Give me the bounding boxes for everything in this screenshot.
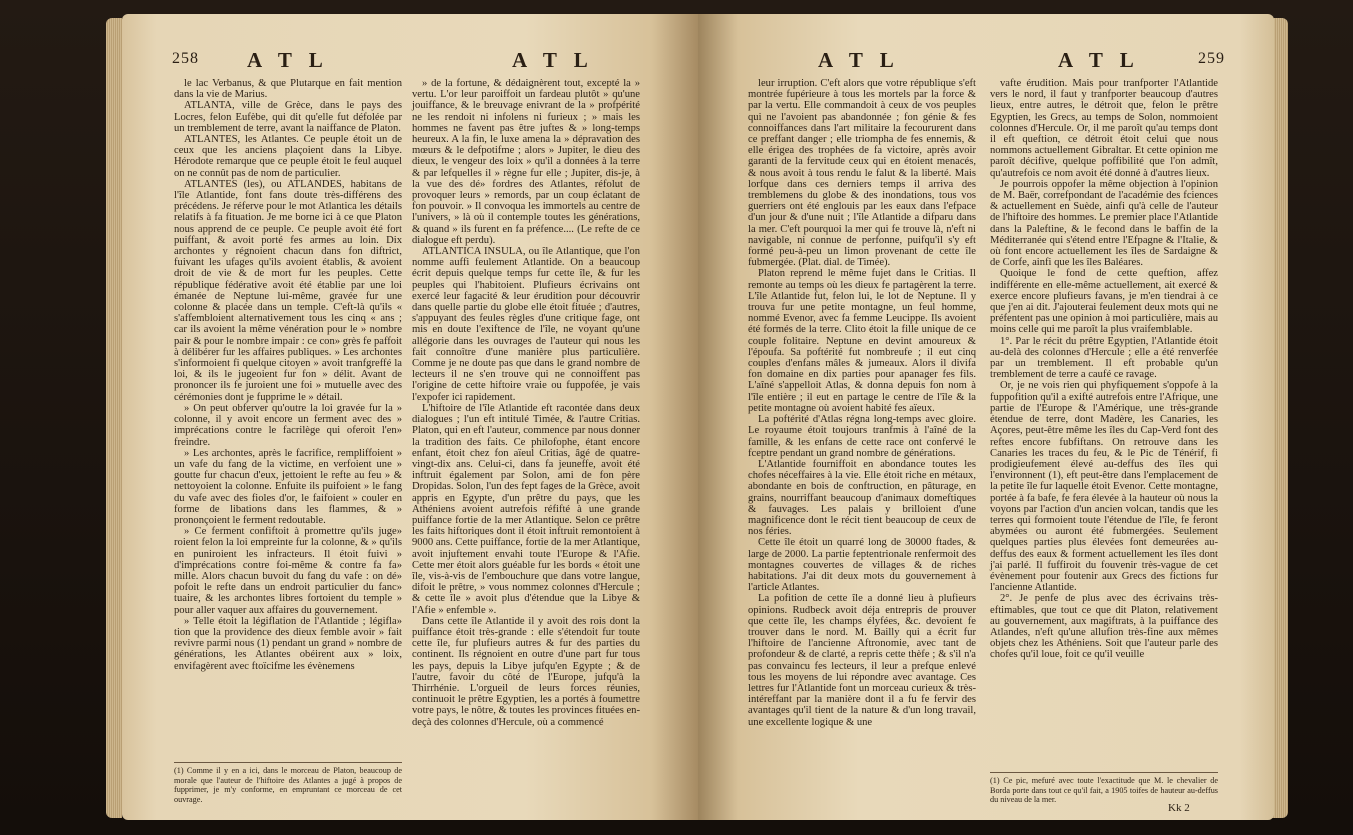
paragraph: Quoique le fond de cette queftion, affez indifférente en elle-même actuellement, ait exercé & exerce encore plufieurs favans, je m'en tiendrai à ce que j'en ai dit. J'ajouterai feulement deux mots qui ne préfentent pas une opinion à moi particulière, mais au moins celle qui me paroît la plus vraifemblable. [990, 268, 1218, 336]
right-page-number: 259 [1198, 50, 1225, 67]
paragraph: L'Atlantide fourniffoit en abondance toutes les chofes néceffaires à la vie. Elle étoit riche en métaux, abondante en bois de conftruction, en pâturage, en grains, nourriffant beaucoup d'animaux domeftiques & fauvages. Les palais y brilloient d'une magnificence dont le récit tient beaucoup de ceux de nos féries. [748, 458, 976, 538]
paragraph: » Les archontes, après le facrifice, rempliffoient » un vafe du fang de la victime, en verfoient une » goutte fur chacun d'eux, jettoient le refte au feu » & nettoyoient la colonne. Enfuite ils puifoient » le fang du vafe avec des fioles d'or, le faifoient » couler en forme de libations dans les flammes, & » prononçoient le ferment redoutable. [174, 447, 402, 526]
right-running-head [698, 48, 1274, 78]
paragraph: ATLANTES, les Atlantes. Ce peuple étoit un de ceux que les anciens plaçoient dans la Libye. Hérodote remarque que ce peuple étoit le feul auquel on ne connût pas de nom de particulier. [174, 134, 402, 179]
left-running-head [122, 48, 698, 78]
signature-mark: Kk 2 [1168, 802, 1190, 814]
paragraph: vafte érudition. Mais pour tranfporter l'Atlantide vers le nord, il faut y tranfporter beaucoup d'autres lieux, entre autres, le détroit que, felon le prêtre Egyptien, les Grecs, au temps de Solon, nommoient colonnes d'Hercule. Or, il me paroît qu'au temps dont il eft queftion, ce détroit étoit celui que nous nommons actuellement Gibraltar. Et cette opinion me paroît décifive, quelque poffibilité que l'on admît, qu'autrefois ce nom avoit été donné à d'autres lieux. [990, 78, 1218, 179]
paragraph: Platon reprend le même fujet dans le Critias. Il remonte au temps où les dieux fe partagèrent la terre. L'île Atlantide fut, felon lui, le lot de Neptune. Il y trouva fur une petite montagne, un feul homme, nommé Evenor, avec fa femme Leucippe. Ils avoient été formés de la terre. Clito étoit la fille unique de ce couple folitaire. Neptune en devint amoureux & l'époufa. Sa poftérité fut nombreufe ; il eut cinq couples d'enfans mâles & jumeaux. Alors il divifa fon domaine en dix parties pour apanager fes fils. L'aîné s'appelloit Atlas, & donna depuis fon nom à l'île entière ; il eut en partage le centre de l'île & la petite montagne où avoient habité fes aïeux. [748, 268, 976, 414]
paragraph: 2°. Je penfe de plus avec des écrivains très-eftimables, que tout ce que dit Platon, relativement au gouvernement, aux magiftrats, à la puiffance des Atlandes, n'eft qu'une allufion très-fine aux mêmes objets chez les Athéniens. Soit que l'auteur parle des chofes qu'il loue, foit ce qu'il veuille [990, 593, 1218, 661]
paragraph: Dans cette île Atlantide il y avoit des rois dont la puiffance étoit très-grande : elle s'étendoit fur toute cette île, fur plufieurs autres & fur des parties du continent. Ils régnoient en outre d'une part fur tous les pays, depuis la Libye jufqu'en Egypte ; & de l'autre, favoir du côté de l'Europe, jufqu'à la Thirrhénie. L'orgueil de leurs forces réunies, continuoit le prêtre Egyptien, les a portés à foumettre votre pays, le nôtre, & toutes les provinces fituées en-deçà des colonnes d'Hercule, où a commencé [412, 615, 640, 728]
right-page-column-1 [748, 78, 976, 728]
paragraph: La poftérité d'Atlas régna long-temps avec gloire. Le royaume étoit toujours tranfmis à l'aîné de la famille, & les enfans de cette race ont confervé le fceptre pendant un grand nombre de générations. [748, 414, 976, 459]
right-footnote: (1) Ce pic, mefuré avec toute l'exactitude que M. le chevalier de Borda porte dans tout ce qu'il fait, a 1905 toifes de hauteur au-deffus du niveau de la mer. [990, 772, 1218, 805]
paragraph: La pofition de cette île a donné lieu à plufieurs opinions. Rudbeck avoit déja entrepris de prouver que cette île, les champs élyfées, &c. devoient fe trouver dans le nord. M. Bailly qui a écrit fur l'hiftoire de l'ancienne Aftronomie, avec tant de profondeur & de clarté, a repris cette thèfe ; & s'il n'a pas convaincu fes lecteurs, il leur a prefque enlevé tous les moyens de lui répondre avec avantage. Ces lettres fur l'Atlantide font un morceau curieux & très-intéreffant par la manière dont il a fu fe fervir des avantages qu'il tient de la nature & d'un long travail, une excellente logique & une [748, 593, 976, 728]
page-edges-right [1272, 18, 1288, 818]
right-headword-col1: A T L [818, 48, 900, 72]
right-page-column-2 [990, 78, 1218, 661]
paragraph: Cette île étoit un quarré long de 30000 ftades, & large de 2000. La partie feptentrionale renfermoit des montagnes couvertes de villages & de riches habitations. J'ai dit deux mots du gouvernement à l'article Atlantes. [748, 537, 976, 594]
right-page [698, 14, 1274, 820]
paragraph: Or, je ne vois rien qui phyfiquement s'oppofe à la fuppofition qu'il a exifté autrefois entre l'Afrique, une partie de l'Europe & l'Amérique, une très-grande étendue de terre, dont Madère, les Canaries, les Açores, peut-être même les îles du Cap-Verd font des reftes encore fubfiftans. On retrouve dans les Canaries les traces du feu, & le Pic de Ténérif, fi prodigieufement élevé au-deffus des îles qui l'environnent (1), eft peut-être dans l'emplacement de la petite île fur laquelle étoit Evenor. Cette montagne, portée à fa bafe, fe fera élevée à la hauteur où nous la voyons par l'action d'un ancien volcan, tandis que les terres qui formoient toute l'étendue de l'île, fe feront abymées ou auront été fubmergées. Seulement quelques parties plus élevées font demeurées au-deffus des eaux & forment actuellement les îles dont j'ai parlé. Il fuffiroit du fouvenir très-vague de cet évènement pour foutenir aux Grecs des fictions fur l'ancienne Atlantide. [990, 380, 1218, 594]
left-page-column-1 [174, 78, 402, 672]
paragraph: » Telle étoit la légiflation de l'Atlantide ; légifla» tion que la providence des dieux femble avoir » fait revivre parmi nous (1) pendant un grand » nombre de générations, les Atlantes obéirent aux » loix, envifagèrent avec ftoïcifme les évènemens [174, 615, 402, 672]
paragraph: ATLANTES (les), ou ATLANDES, habitans de l'île Atlantide, font fans doute très-différens des précédens. Je réferve pour le mot Atlantica les détails relatifs à fa fituation. Je me borne ici à ce que Platon nous apprend de ce peuple. Ce peuple avoit été fort puiffant, & avoit porté fes armes au loin. Dix archontes y régnoient chacun dans fon diftrict, fuivant les ufages qu'ils avoient établis, & avoient droit de vie & de mort fur les peuples. Cette république fédérative avoit été établie par une loi émanée de Neptune lui-même, gravée fur une colonne & placée dans un temple. C'eft-là qu'ils « s'affembloient alternativement tous les cinq « ans ; car ils avoient la même vénération pour le » nombre pair & pour le nombre impair : ce con» grès fe paffoit à délibérer fur les affaires publiques. » Les archontes s'informoient fi quelque citoyen » avoit tranfgreffé la loi, & ils le jugeoient fur fon » délit. Avant de prononcer ils fe juroient une foi » mutuelle avec des cérémonies dont je fupprime le » détail. [174, 178, 402, 403]
left-headword-col1: A T L [247, 48, 329, 72]
left-page-number: 258 [172, 50, 199, 67]
paragraph: le lac Verbanus, & que Plutarque en fait mention dans la vie de Marius. [174, 78, 402, 101]
paragraph: leur irruption. C'eft alors que votre république s'eft montrée fupérieure à tous les mortels par la force & par la vertu. Elle commandoit à ceux de vos peuples qui ne l'avoient pas abandonnée ; fon génie & fes connoiffances dans l'art militaire la fecoururent dans ce preffant danger ; elle triompha de fes ennemis, & elle érigea des trophées de fa victoire, après avoir garanti de la fervitude ceux qui en étoient menacés, & nous avoit à tous rendu le falut & la liberté. Mais lorfque dans ces derniers temps il arriva des tremblemens du globe & des inondations, tous vos guerriers ont été englouis par les eaux dans l'efpace d'un jour & d'une nuit ; l'île Atlantide a difparu dans la mer. C'eft pourquoi la mer qui fe trouve là, n'eft ni navigable, ni connue de perfonne, puifqu'il s'y eft formé peu-à-peu un limon provenant de cette île fubmergée. (Plat. dial. de Timée). [748, 78, 976, 269]
left-page [122, 14, 698, 820]
paragraph: L'hiftoire de l'île Atlantide eft racontée dans deux dialogues ; l'un eft intitulé Timée, & l'autre Critias. Platon, qui en eft l'auteur, commence par nous donner la tradition des faits. Ce philofophe, étant encore enfant, étoit chez fon aïeul Critias, âgé de quatre-vingt-dix ans. Celui-ci, dans fa jeuneffe, avoit été inftruit également par Solon, ami de fon père Dropidas. Solon, l'un des fept fages de la Grèce, avoit appris en Egypte, d'un prêtre du pays, que les Athéniens avoient autrefois réfifté à une grande puiffance fortie de la mer Atlantique. Selon ce prêtre les faits hiftoriques dont il étoit inftruit remontoient à 9000 ans. Cette puiffance, fortie de la mer Atlantique, avoit injuftement envahi toute l'Europe & l'Afie. Cette mer étoit alors guéable fur les bords « étoit une île, vis-à-vis de l'embouchure que dans votre langue, difoit le prêtre, » vous nommez colonnes d'Hercule ; & cette île » avoit plus d'étendue que la Libye & l'Afie » enfemble ». [412, 402, 641, 616]
paragraph: Je pourrois oppofer la même objection à l'opinion de M. Baër, correfpondant de l'académie des fciences & actuellement en Suède, ainfi qu'à celle de l'auteur de l'hiftoire des hommes. Le premier place l'Atlantide dans la Paleftine, & le fecond dans le baffin de la Méditerranée qui s'étend entre l'Efpagne & l'Italie, & où font encore actuellement les îles de Sardaigne & de Corfe, ainfi que les îles Baléares. [990, 178, 1218, 269]
page-edges-left [106, 18, 122, 818]
paragraph: ATLANTICA INSULA, ou île Atlantique, que l'on nomme auffi feulement Atlantide. On a beaucoup écrit depuis quelque temps fur cette île, & fur les peuples qui l'habitoient. Plufieurs écrivains ont exercé leur fagacité & leur érudition pour découvrir dans quelle partie du globe elle étoit fituée ; d'autres, s'appuyant des feules règles d'une critique fage, ont mis en doute l'exiftence de l'île, ne voyant qu'une allégorie dans les ouvrages de l'auteur qui nous les fait connoître d'une manière plus particulière. Comme je ne doute pas que dans le grand nombre de lecteurs il ne s'en trouve qui ne connoiffent pas l'origine de cette hiftoire vraie ou fuppofée, je vais l'expofer ici rapidement. [412, 246, 640, 403]
left-footnote: (1) Comme il y en a ici, dans le morceau de Platon, beaucoup de morale que l'auteur de l'hiftoire des Atlantes a jugé à propos de fupprimer, je m'y conforme, en empruntant ce morceau de cet ouvrage. [174, 762, 402, 804]
paragraph: 1°. Par le récit du prêtre Egyptien, l'Atlantide étoit au-delà des colonnes d'Hercule ; elle a été renverfée par un tremblement. Il eft probable qu'un tremblement de terre a caufé ce ravage. [990, 335, 1218, 381]
left-headword-col2: A T L [512, 48, 594, 72]
paragraph: » Ce ferment confiftoit à promettre qu'ils juge» roient felon la loi empreinte fur la colonne, & » qu'ils en puniroient les infracteurs. Il étoit fuivi » d'imprécations contre foi-même & contre fa fa» mille. Alors chacun buvoit du fang du vafe : on dé» pofoit le refte dans un endroit particulier du fanc» tuaire, & les archontes libres fortoient du temple » pour aller vaquer aux affaires du gouvernement. [174, 526, 402, 616]
paragraph: » On peut obferver qu'outre la loi gravée fur la » colonne, il y avoit encore un ferment avec des » imprécations contre le facrilège qui oferoit l'en» freindre. [174, 402, 402, 448]
book-spread [122, 14, 1274, 820]
paragraph: ATLANTA, ville de Grèce, dans le pays des Locres, felon Eufèbe, qui dit qu'elle fut défolée par un tremblement de terre, avant la naiffance de Platon. [174, 100, 402, 134]
right-headword-col2: A T L [1058, 48, 1140, 72]
paragraph: » de la fortune, & dédaignèrent tout, excepté la » vertu. L'or leur paroiffoit un fardeau plutôt » qu'une jouiffance, & le breuvage enivrant de la » profpérité ne les rendoit ni infolens ni furieux ; » mais les hommes ne favent pas être juftes & » long-temps heureux. A la fin, le luxe amena la » dépravation des mœurs & le defpotifme ; alors » Jupiter, le dieu des dieux, le vengeur des loix » qu'il a données à la terre & par lefquelles il » règne fur elle ; Jupiter, dis-je, à la vue des dé» fordres des Atlantes, réfolut de provoquer leurs » remords, par un coup éclatant de fon pouvoir. » Il convoqua les immortels au centre de l'univers, » là où il contemple toutes les générations, & quand » ils furent en fa préfence.... (Le refte de ce dialogue eft perdu). [412, 78, 640, 246]
left-page-column-2 [412, 78, 640, 728]
